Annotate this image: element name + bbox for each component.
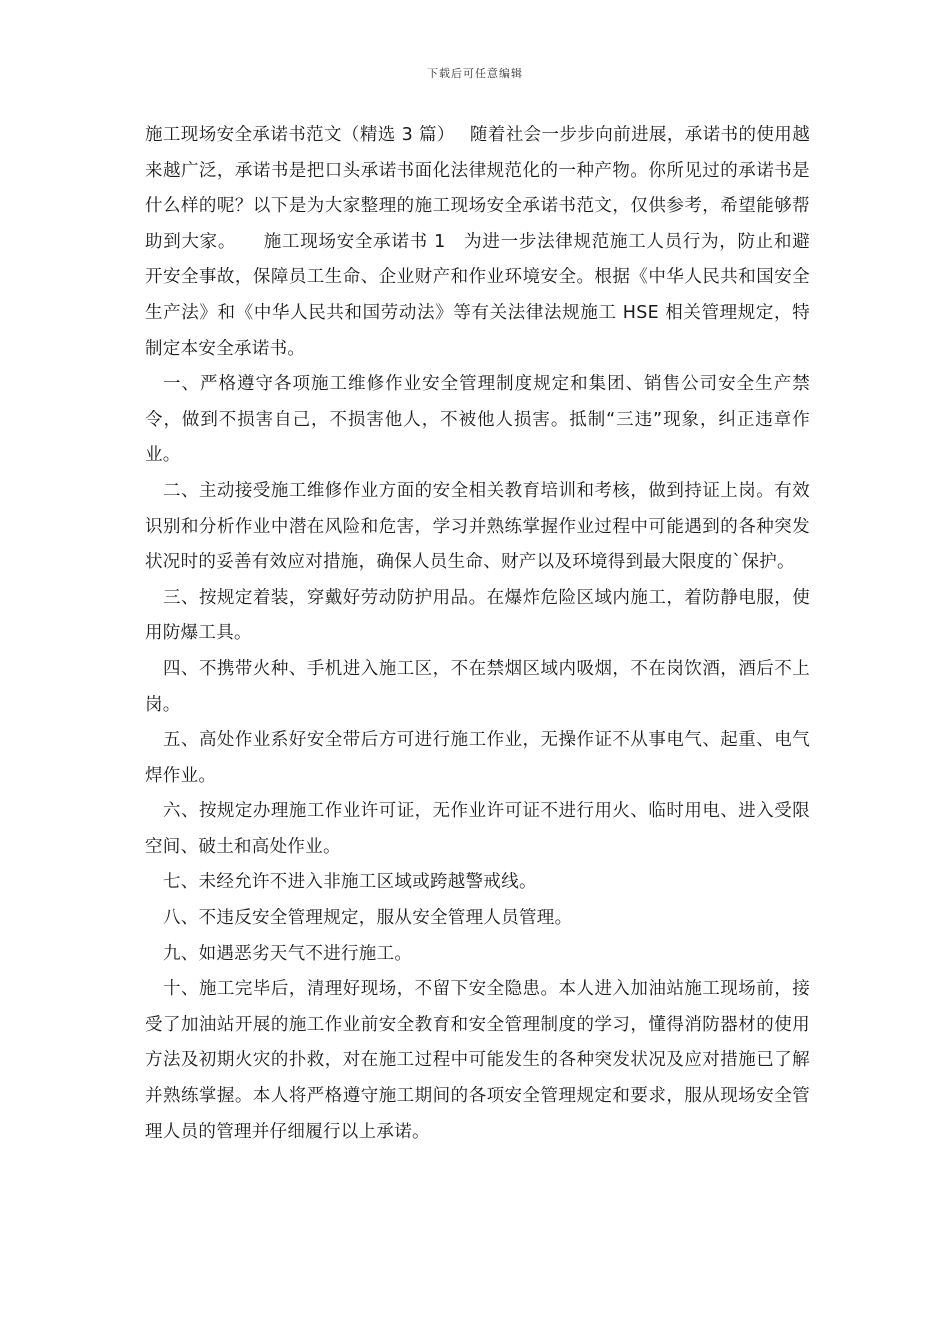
clause-7: 七、未经允许不进入非施工区域或跨越警戒线。 — [163, 872, 537, 893]
clause-2: 二、主动接受施工维修作业方面的安全相关教育培训和考核，做到持证上岗。有效识别和分析作业中潜在风险和危害，学习并熟练掌握作业过程中可能遇到的各种突发状况时的妥善有效应对措施，确保人员生命、财产以及环境得到最大限度的`保护。 — [145, 480, 810, 573]
header-note: 下载后可任意编辑 — [427, 67, 523, 80]
clause-4: 四、不携带火种、手机进入施工区，不在禁烟区域内吸烟，不在岗饮酒，酒后不上岗。 — [145, 658, 810, 715]
document-body — [145, 118, 810, 1150]
intro-paragraph: 施工现场安全承诺书范文（精选 3 篇） 随着社会一步步向前进展，承诺书的使用越来越广泛，承诺书是把口头承诺书面化法律规范化的一种产物。你所见过的承诺书是什么样的呢？以下是为大家整理的施工现场安全承诺书范文，仅供参考，希望能够帮助到大家。 施工现场安全承诺书 1 为进一步法律规范施工人员行为，防止和避开安全事故，保障员工生命、企业财产和作业环境安全。根据《中华人民共和国安全生产法》和《中华人民共和国劳动法》等有关法律法规施工 HSE 相关管理规定，特制定本安全承诺书。 — [145, 125, 810, 359]
clause-3: 三、按规定着装，穿戴好劳动防护用品。在爆炸危险区域内施工，着防静电服，使用防爆工具。 — [145, 587, 810, 644]
clause-10: 十、施工完毕后，清理好现场，不留下安全隐患。本人进入加油站施工现场前，接受了加油站开展的施工作业前安全教育和安全管理制度的学习，懂得消防器材的使用方法及初期火灾的扑救，对在施工过程中可能发生的各种突发状况及应对措施已了解并熟练掌握。本人将严格遵守施工期间的各项安全管理规定和要求，服从现场安全管理人员的管理并仔细履行以上承诺。 — [145, 979, 810, 1142]
clause-6: 六、按规定办理施工作业许可证，无作业许可证不进行用火、临时用电、进入受限空间、破土和高处作业。 — [145, 801, 810, 857]
clause-8: 八、不违反安全管理规定，服从安全管理人员管理。 — [163, 908, 573, 929]
clause-9: 九、如遇恶劣天气不进行施工。 — [163, 943, 413, 964]
clause-1: 一、严格遵守各项施工维修作业安全管理制度规定和集团、销售公司安全生产禁令，做到不损害自己，不损害他人，不被他人损害。抵制“三违”现象，纠正违章作业。 — [145, 374, 810, 466]
clause-5: 五、高处作业系好安全带后方可进行施工作业，无操作证不从事电气、起重、电气焊作业。 — [145, 730, 810, 786]
